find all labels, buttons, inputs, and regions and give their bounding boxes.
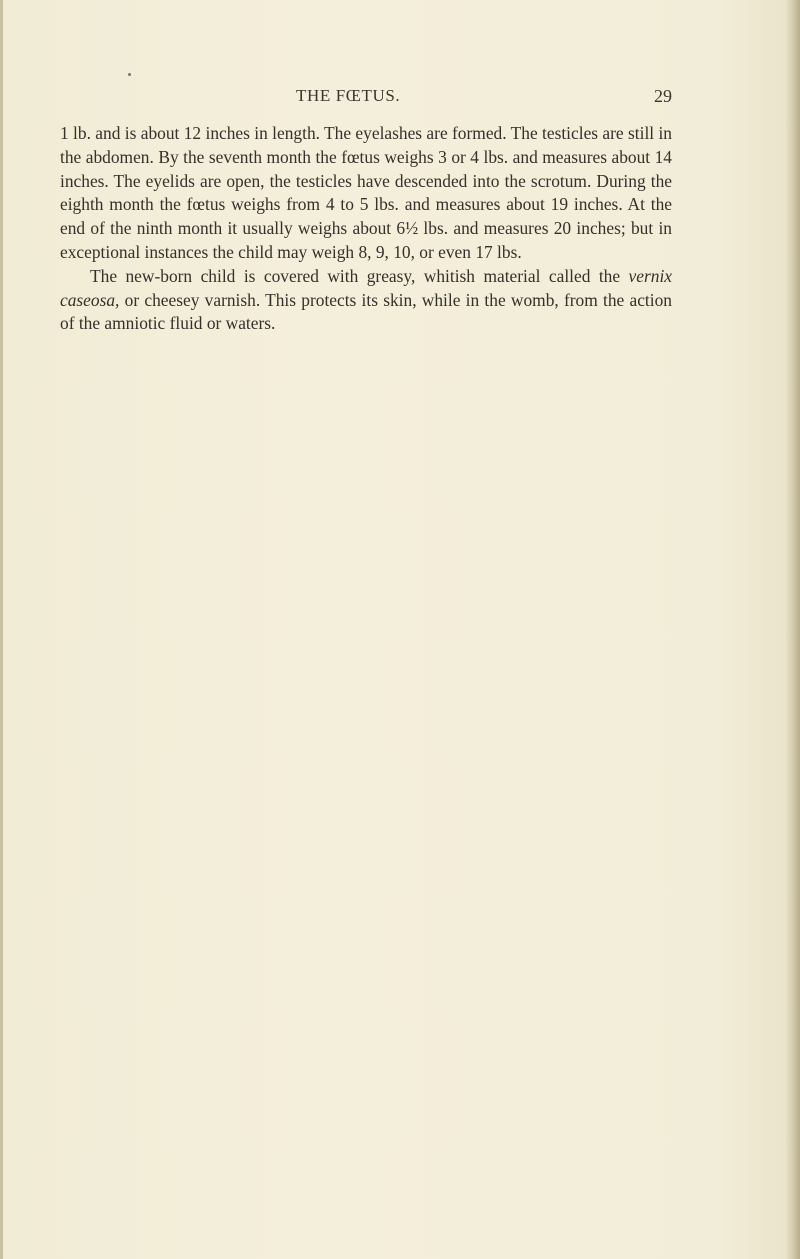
paragraph-1: 1 lb. and is about 12 inches in length. The eyelashes are formed. The testicles are still in the abdomen. By the seventh month the fœtus weighs 3 or 4 lbs. and measures about 14 inches. The eyelids are open, the testicles have descended into the scrotum. During the eighth month the fœtus weighs from 4 to 5 lbs. and measures about 19 inches. At the end of the ninth month it usually weighs about 6½ lbs. and measures 20 inches; but in exceptional instances the child may weigh 8, 9, 10, or even 17 lbs. bbox=[60, 123, 672, 262]
running-head: THE FŒTUS. bbox=[296, 86, 401, 105]
page-number: 29 bbox=[654, 86, 672, 106]
body-text bbox=[60, 122, 672, 336]
paragraph-2-start: The new-born child is covered with greasy, whitish material called the bbox=[90, 265, 629, 286]
paragraph-2-end: or cheesey varnish. This protects its skin, while in the womb, from the action of the amniotic fluid or waters. bbox=[60, 289, 672, 334]
paragraph-2 bbox=[60, 265, 672, 336]
page-right-edge bbox=[786, 0, 800, 1259]
page-left-edge bbox=[0, 0, 3, 1259]
vernix-caseosa-term: vernix caseosa, bbox=[60, 265, 672, 310]
page-header bbox=[60, 86, 672, 110]
ink-speck bbox=[128, 73, 131, 76]
